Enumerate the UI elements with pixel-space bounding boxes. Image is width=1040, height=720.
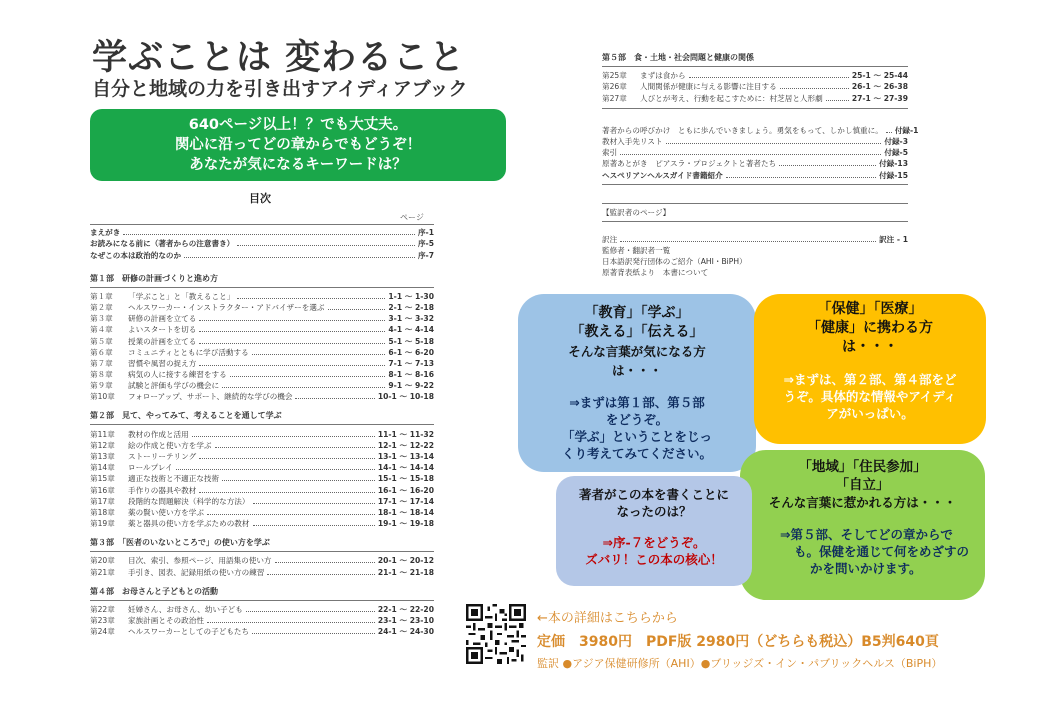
- chapter-title: ロールプレイ: [128, 463, 173, 473]
- banner-line: あなたが気になるキーワードは？: [189, 157, 407, 173]
- chapter-title: 人間関係が健康に与える影響に注目する: [640, 82, 777, 92]
- chapter-number: 第25章: [602, 71, 627, 81]
- chapter-number: 第11章: [90, 429, 115, 439]
- qr-code-icon[interactable]: [466, 604, 526, 664]
- dot-leader: [253, 503, 375, 504]
- chapter-number: 第27章: [602, 93, 627, 103]
- dot-leader: [199, 331, 385, 332]
- chapter-title: よいスタートを切る: [128, 325, 197, 335]
- dot-leader: [252, 354, 386, 355]
- box-heading: 著者がこの本を書くことに: [578, 487, 729, 502]
- appendix-title: 索引: [602, 148, 618, 158]
- toc-row: [602, 147, 908, 158]
- chapter-number: 第５章: [90, 336, 113, 346]
- chapter-pages: 18-1 〜 18-14: [377, 507, 434, 517]
- chapter-pages: 2-1 〜 2-18: [388, 302, 434, 312]
- dot-leader: [779, 165, 876, 166]
- chapter-number: 第７章: [90, 358, 113, 368]
- chapter-title: 家族計画とその政治性: [128, 615, 204, 625]
- chapter-number: 第19章: [90, 519, 115, 529]
- box-text: ⇒序-７をどうぞ。: [602, 535, 706, 550]
- toc-right-column: [602, 52, 919, 278]
- box-heading: 「保健」「医療」: [817, 301, 923, 317]
- toc-row: [90, 428, 434, 439]
- toc-row: [602, 245, 908, 256]
- chapter-number: 第22章: [90, 604, 115, 614]
- box-text: かを問いかけます。: [810, 561, 922, 576]
- toc-row: [90, 604, 434, 615]
- chapter-number: 第17章: [90, 496, 115, 506]
- dot-leader: [826, 100, 849, 101]
- dot-leader: [620, 154, 881, 155]
- dot-leader: [192, 436, 375, 437]
- chapter-pages: 16-1 〜 16-20: [377, 485, 434, 495]
- chapter-title: ヘルスワーカーとしての子どもたち: [128, 627, 250, 637]
- box-text: も。保健を通じて何をめざすの: [794, 544, 970, 559]
- dot-leader: [253, 525, 375, 526]
- toc-row: [90, 324, 434, 335]
- toc-row: [90, 369, 434, 380]
- chapter-title: ストーリーテリング: [128, 452, 197, 461]
- chapter-number: 第21章: [90, 567, 115, 577]
- chapter-number: 第18章: [90, 507, 115, 517]
- chapter-title: 「学ぶこと」と「教えること」: [128, 291, 235, 301]
- detail-link[interactable]: ←本の詳細はこちらから: [537, 611, 678, 626]
- chapter-title: 習慣や風習の捉え方: [128, 358, 197, 368]
- chapter-number: 第９章: [90, 381, 113, 391]
- dot-leader: [726, 177, 876, 178]
- toc-heading: 目次: [249, 192, 271, 205]
- toc-row: [90, 440, 434, 451]
- chapter-number: 第２章: [90, 302, 113, 312]
- toc-part-title: 第１部 研修の計画づくりと進め方: [90, 273, 434, 288]
- toc-row: [602, 81, 908, 92]
- box-heading: なったのは？: [616, 504, 692, 519]
- chapter-title: ヘルスワーカー・インストラクター・アドバイザーを選ぶ: [128, 302, 325, 312]
- toc-row: [90, 496, 434, 507]
- toc-row: [90, 518, 434, 529]
- appendix-title: 著者からの呼びかけ ともに歩んでいきましょう。勇気をもって、しかし慎重に。: [602, 125, 883, 135]
- dot-leader: [267, 574, 374, 575]
- chapter-number: 第16章: [90, 485, 115, 495]
- toc-row: [90, 291, 434, 302]
- banner-line: 640ページ以上！？でも大丈夫。: [188, 117, 408, 133]
- toc-row: [90, 313, 434, 324]
- price-info: 定価 3980円 PDF版 2980円（どちらも税込）B5判640頁: [537, 634, 939, 650]
- toc-part-title: 第４部 お母さんと子どもとの活動: [90, 586, 434, 601]
- box-text: ズバリ！この本の核心！: [585, 552, 723, 567]
- dot-leader: [199, 343, 385, 344]
- box-heading: 「地域」「住民参加」: [798, 459, 927, 475]
- chapter-title: 試験と評価も学びの機会に: [128, 381, 220, 391]
- chapter-title: 手引き、図表、記録用紙の使い方の練習: [128, 567, 265, 577]
- chapter-title: 教材の作成と活用: [128, 429, 189, 439]
- dot-leader: [689, 77, 849, 78]
- toc-part-title: 第２部 見て、やってみて、考えることを通して学ぶ: [90, 410, 434, 425]
- green-banner: [90, 109, 506, 181]
- toc-row: [90, 615, 434, 626]
- toc-row: まえがき 序-1: [90, 228, 434, 238]
- dot-leader: [666, 143, 882, 144]
- chapter-pages: 15-1 〜 15-18: [377, 474, 434, 484]
- box-heading: 「自立」: [835, 477, 890, 493]
- dot-leader: [328, 309, 386, 310]
- translator-item-title: 監修者・翻訳者一覧: [602, 245, 671, 255]
- author-motive-box: [556, 476, 752, 586]
- chapter-number: 第12章: [90, 440, 115, 450]
- toc-part-title: 第５部 食・土地・社会問題と健康の関係: [602, 52, 908, 67]
- chapter-pages: 10-1 〜 10-18: [377, 392, 434, 402]
- chapter-pages: 11-1 〜 11-32: [377, 429, 434, 439]
- box-text: アがいっぱい。: [826, 406, 914, 421]
- chapter-pages: 12-1 〜 12-22: [377, 440, 434, 450]
- box-heading: そんな言葉が気になる方: [568, 344, 706, 359]
- chapter-title: 絵の作成と使い方を学ぶ: [128, 440, 212, 450]
- dot-leader: [620, 241, 876, 242]
- health-keyword-box: [754, 294, 986, 444]
- translator-item-title: 訳注: [602, 234, 618, 244]
- chapter-title: 薬の賢い使い方を学ぶ: [128, 507, 204, 517]
- dot-leader: [246, 611, 375, 612]
- toc-row: [90, 555, 434, 566]
- box-text: ⇒第５部、そしてどの章からで: [780, 527, 953, 542]
- dot-leader: [275, 562, 375, 563]
- toc-row: [602, 234, 908, 245]
- chapter-pages: 22-1 〜 22-20: [377, 604, 434, 614]
- dot-leader: [199, 492, 374, 493]
- toc-row: [602, 92, 908, 103]
- chapter-title: フォローアップ、サポート、継続的な学びの機会: [128, 392, 293, 402]
- dot-leader: [207, 514, 375, 515]
- dot-leader: [886, 132, 892, 133]
- chapter-title: 薬と器具の使い方を学ぶための教材: [128, 519, 250, 529]
- box-text: くり考えてみてください。: [561, 446, 712, 461]
- appendix-title: 原著あとがき ピアスラ・プロジェクトと著者たち: [602, 159, 777, 169]
- chapter-pages: 1-1 〜 1-30: [388, 291, 434, 301]
- chapter-pages: 17-1 〜 17-14: [377, 496, 434, 506]
- chapter-title: 適正な技術と不適正な技術: [128, 474, 220, 484]
- toc-row: [90, 335, 434, 346]
- book-subtitle: 自分と地域の力を引き出すアイディアブック: [92, 78, 468, 100]
- dot-leader: [199, 458, 375, 459]
- toc-row: [90, 566, 434, 577]
- toc-row: [90, 462, 434, 473]
- toc-row: [90, 507, 434, 518]
- translator-item-title: 原著背表紙より 本書について: [602, 268, 709, 278]
- chapter-title: 手作りの器具や教材: [128, 485, 197, 495]
- chapter-pages: 7-1 〜 7-13: [388, 358, 434, 368]
- dot-leader: [222, 387, 385, 388]
- appendix-title: 教材入手先リスト: [602, 136, 663, 146]
- chapter-title: 人びとが考え、行動を起こすために：村芝居と人形劇: [640, 93, 823, 103]
- toc-row: [90, 626, 434, 637]
- appendix-page: 付録-5: [884, 148, 908, 158]
- chapter-number: 第10章: [90, 392, 115, 402]
- chapter-title: 段階的な問題解決（科学的な方法）: [128, 496, 250, 506]
- translator-section-heading: 【監訳者のページ】: [602, 207, 671, 217]
- appendix-page: 付録-15: [879, 170, 908, 180]
- toc-row: [602, 136, 908, 147]
- dot-leader: [780, 88, 849, 89]
- chapter-title: 授業の計画を立てる: [128, 336, 197, 346]
- toc-row: [90, 473, 434, 484]
- box-heading: は・・・: [611, 363, 662, 378]
- box-heading: 「健康」に携わる方: [807, 320, 933, 336]
- supervisor-info: 監訳 ●アジア保健研修所（AHI）●ブリッジズ・イン・パブリックヘルス（BiPH）: [537, 657, 943, 670]
- chapter-pages: 9-1 〜 9-22: [388, 381, 434, 391]
- chapter-pages: 5-1 〜 5-18: [388, 336, 434, 346]
- education-keyword-box: [518, 294, 756, 472]
- chapter-title: コミュニティとともに学び活動する: [128, 347, 249, 357]
- chapter-title: 病気の人に接する練習をする: [128, 370, 227, 380]
- chapter-title: 妊婦さん、お母さん、幼い子ども: [128, 604, 243, 614]
- dot-leader: [215, 447, 375, 448]
- toc-row: [90, 380, 434, 391]
- dot-leader: [222, 480, 375, 481]
- chapter-number: 第24章: [90, 627, 115, 637]
- community-keyword-box: [740, 450, 985, 600]
- toc-left-column: [90, 224, 434, 637]
- toc-row: [602, 256, 908, 267]
- chapter-number: 第１章: [90, 291, 113, 301]
- dot-leader: [252, 633, 375, 634]
- chapter-pages: 27-1 〜 27-39: [851, 93, 908, 103]
- chapter-number: 第14章: [90, 463, 115, 473]
- toc-row: [90, 302, 434, 313]
- box-text: ⇒まずは第１部、第５部: [569, 395, 705, 410]
- chapter-pages: 4-1 〜 4-14: [388, 325, 434, 335]
- chapter-number: 第13章: [90, 452, 115, 461]
- toc-part-title: 第３部 「医者のいないところで」の使い方を学ぶ: [90, 537, 434, 552]
- toc-row: [602, 158, 908, 169]
- appendix-title: ヘスペリアンヘルスガイド書籍紹介: [602, 170, 723, 180]
- appendix-page: 付録-3: [884, 136, 908, 146]
- chapter-pages: 13-1 〜 13-14: [377, 452, 434, 461]
- chapter-title: まずは食から: [640, 71, 686, 81]
- dot-leader: [176, 469, 375, 470]
- toc-row: [90, 358, 434, 369]
- chapter-pages: 19-1 〜 19-18: [377, 519, 434, 529]
- toc-row: [602, 125, 919, 136]
- translator-item-title: 日本語訳発行団体のご紹介（AHI・BiPH）: [602, 257, 747, 267]
- toc-row: お読みになる前に（著者からの注意書き） 序-5: [90, 239, 434, 249]
- chapter-title: 目次、索引、参照ページ、用語集の使い方: [128, 556, 272, 566]
- chapter-number: 第26章: [602, 82, 627, 92]
- toc-row: [602, 267, 908, 278]
- box-heading: は・・・: [842, 339, 898, 355]
- dot-leader: [230, 376, 386, 377]
- toc-row: [90, 484, 434, 495]
- box-text: うぞ。具体的な情報やアイディ: [783, 389, 957, 404]
- toc-row: なぜこの本は政治的なのか 序-7: [90, 250, 434, 260]
- dot-leader: [295, 398, 374, 399]
- box-text: をどうぞ。: [605, 412, 669, 427]
- chapter-pages: 26-1 〜 26-38: [851, 82, 908, 92]
- box-text: ⇒まずは、第２部、第４部をど: [783, 372, 957, 387]
- box-heading: そんな言葉に惹かれる方は・・・: [768, 495, 957, 510]
- chapter-pages: 8-1 〜 8-16: [388, 370, 434, 380]
- chapter-number: 第３章: [90, 314, 113, 324]
- chapter-pages: 24-1 〜 24-30: [377, 627, 434, 637]
- chapter-number: 第15章: [90, 474, 115, 484]
- appendix-page: 付録-1: [894, 125, 919, 135]
- chapter-pages: 25-1 〜 25-44: [851, 71, 908, 81]
- toc-row: [602, 70, 908, 81]
- chapter-pages: 14-1 〜 14-14: [377, 463, 434, 473]
- toc-row: [90, 451, 434, 462]
- toc-row: [90, 391, 434, 402]
- toc-row: [90, 347, 434, 358]
- chapter-pages: 23-1 〜 23-10: [377, 615, 434, 625]
- box-text: 「学ぶ」ということをじっ: [561, 429, 712, 444]
- chapter-pages: 6-1 〜 6-20: [388, 347, 434, 357]
- book-title: 学ぶことは 変わること: [92, 38, 466, 78]
- banner-line: 関心に沿ってどの章からでもどうぞ！: [174, 137, 422, 153]
- chapter-number: 第８章: [90, 370, 113, 380]
- dot-leader: [199, 320, 385, 321]
- translator-item-page: 訳注 - 1: [879, 234, 908, 244]
- appendix-page: 付録-13: [879, 159, 908, 169]
- toc-row: [602, 169, 908, 180]
- chapter-number: 第４章: [90, 325, 113, 335]
- chapter-title: 研修の計画を立てる: [128, 314, 197, 324]
- chapter-number: 第６章: [90, 347, 113, 357]
- box-heading: 「教育」「学ぶ」: [584, 305, 690, 321]
- box-heading: 「教える」「伝える」: [570, 324, 704, 340]
- dot-leader: [207, 622, 375, 623]
- dot-leader: [199, 365, 385, 366]
- chapter-pages: 3-1 〜 3-32: [388, 314, 434, 324]
- dot-leader: [237, 298, 385, 299]
- chapter-number: 第20章: [90, 556, 115, 566]
- chapter-pages: 21-1 〜 21-18: [377, 567, 434, 577]
- chapter-number: 第23章: [90, 615, 115, 625]
- toc-page-label: ページ: [400, 213, 424, 222]
- chapter-pages: 20-1 〜 20-12: [377, 556, 434, 566]
